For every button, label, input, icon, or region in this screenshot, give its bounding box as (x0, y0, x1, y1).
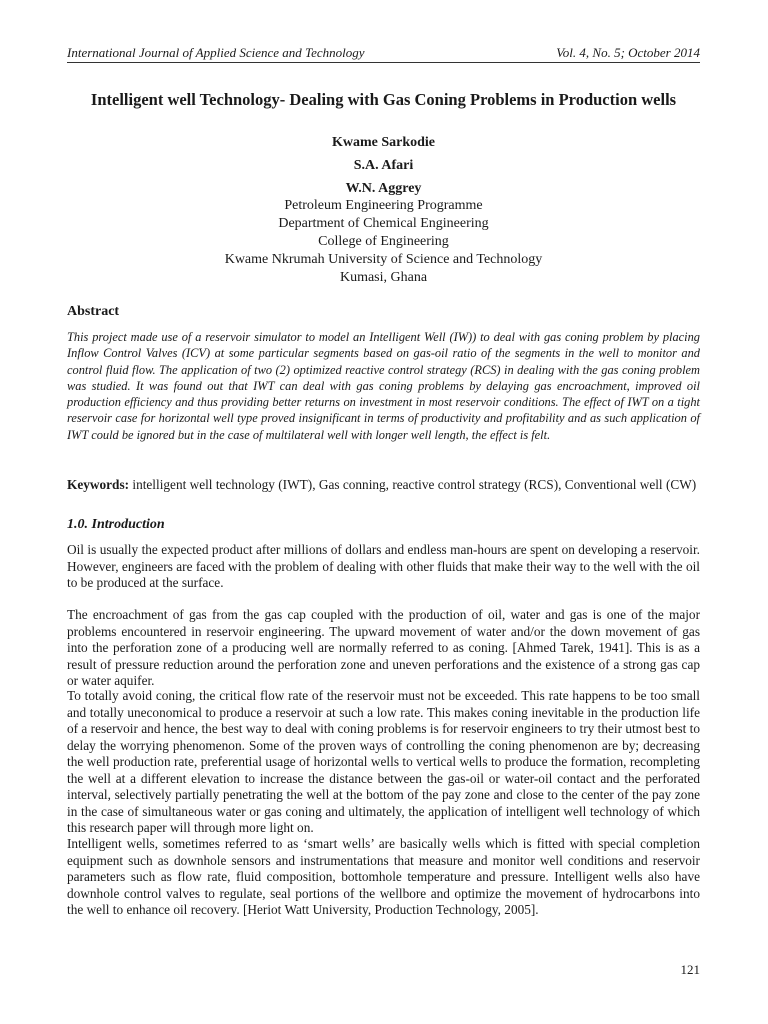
keywords-text: intelligent well technology (IWT), Gas conning, reactive control strategy (RCS), Conventional well (CW) (129, 477, 697, 492)
volume-info: Vol. 4, No. 5; October 2014 (556, 45, 700, 60)
author: W.N. Aggrey (345, 181, 422, 196)
paper-title: Intelligent well Technology- Dealing with Gas Coning Problems in Production wells (90, 90, 677, 109)
author: Kwame Sarkodie (331, 135, 436, 150)
paragraph: Intelligent wells, sometimes referred to as ‘smart wells’ are basically wells which is fitted with special completion equipment such as downhole sensors and instrumentations that measure and monitor well conditions and reservoir parameters such as flow rate, fluid composition, bottomhole temperature and pressure. Intelligent wells also have downhole control valves to regulate, seal portions of the wellbore and optimize the movement of hydrocarbons into the well to enhance oil recovery. [Heriot Watt University, Production Technology, 2005]. (67, 836, 700, 917)
affiliation-line: Kwame Nkrumah University of Science and Technology (224, 252, 543, 267)
abstract-text: This project made use of a reservoir simulator to model an Intelligent Well (IW)) to deal with gas coning problem by placing Inflow Control Valves (ICV) at some particular segments based on gas-oil ratio of the segments in the well to monitor and control fluid flow. The application of two (2) optimized reactive control strategy (RCS) in dealing with the gas coning problem was studied. It was found out that IWT can deal with gas coning problems by delaying gas encroachment, improved oil production efficiency and thus providing better returns on investment in most reservoir conditions. The effect of IWT on a tight reservoir case for horizontal well type proved insignificant in terms of productivity and profitability and as such application of IWT could be ignored but in the case of multilateral well with longer well length, the effect is felt. (67, 330, 700, 442)
affiliation-line: Department of Chemical Engineering (278, 216, 489, 231)
affiliation (67, 197, 700, 287)
paragraph: The encroachment of gas from the gas cap coupled with the production of oil, water and gas is one of the major problems encountered in reservoir engineering. The upward movement of water and/or the down movement of gas into the perforation zone of a producing well are normally referred to as coning. [Ahmed Tarek, 1941]. This is as a result of pressure reduction around the perforation zone and uneven perforations and the existence of a strong gas cap or water aquifer. (67, 607, 700, 688)
section-heading: 1.0. Introduction (67, 517, 165, 532)
paper-page (67, 0, 700, 1024)
affiliation-line: College of Engineering (318, 234, 449, 249)
keywords (67, 477, 700, 494)
author-list (67, 131, 700, 200)
paragraph: Oil is usually the expected product after millions of dollars and endless man-hours are spent on developing a reservoir. However, engineers are faced with the problem of dealing with other fluids that make their way to the well with the oil to be produced at the surface. (67, 542, 700, 590)
page-number: 121 (680, 962, 700, 977)
author: S.A. Afari (353, 158, 414, 173)
journal-name: International Journal of Applied Science and Technology (67, 45, 365, 60)
keywords-label: Keywords: (67, 477, 130, 492)
affiliation-line: Petroleum Engineering Programme (284, 198, 483, 213)
abstract-heading: Abstract (67, 304, 120, 319)
affiliation-line: Kumasi, Ghana (339, 270, 428, 285)
header-rule (67, 62, 700, 63)
paragraph: To totally avoid coning, the critical flow rate of the reservoir must not be exceeded. This rate happens to be too small and totally uneconomical to produce a reservoir at such a low rate. This makes coning inevitable in the production life of a reservoir and hence, the best way to deal with coning problems is for reservoir engineers to try their utmost best to delay the worrying phenomenon. Some of the proven ways of controlling the coning phenomenon are by; decreasing the well production rate, preferential usage of horizontal wells to vertical wells to produce the formation, recompleting the well at a different elevation to increase the distance between the gas-oil or water-oil contact and the perforated interval, selectively partially penetrating the well at the bottom of the pay zone and close to the center of the pay zone in the case of simultaneous water or gas coning and ultimately, the application of intelligent well technology of which this research paper will through more light on. (67, 688, 700, 835)
